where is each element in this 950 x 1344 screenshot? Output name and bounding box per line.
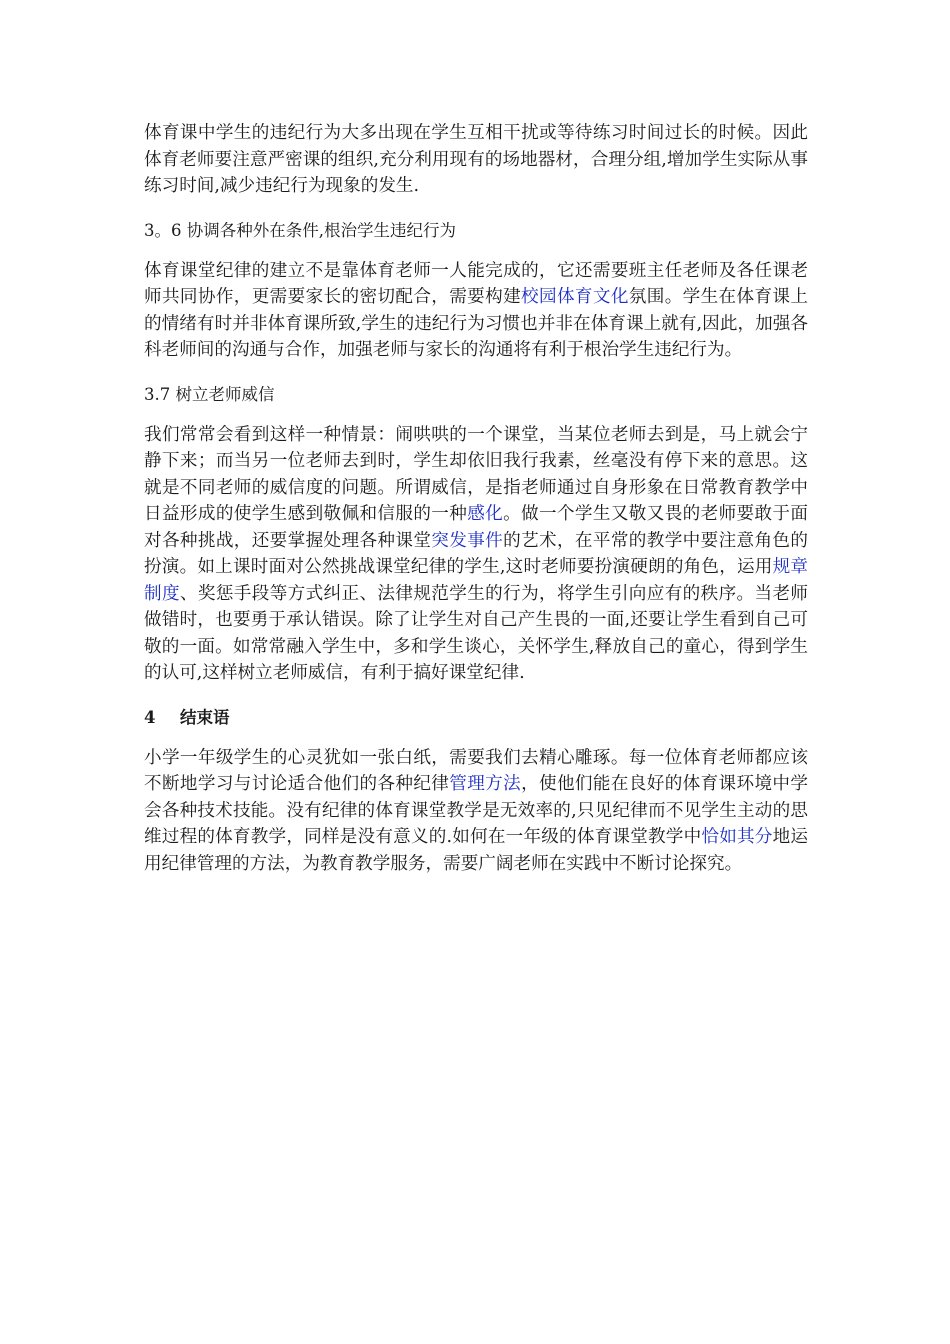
link-management-methods[interactable]: 管理方法	[449, 774, 522, 794]
text-run: 体育课堂纪律的建立不是靠体育老师一人能完成的，它还需要班主任老师及各任课老师共同协作，更需要家长的密切配合，需要构建	[144, 260, 808, 307]
paragraph-coordination	[144, 258, 808, 364]
text-run: 小学一年级学生的心灵犹如一张白纸，需要我们去精心雕琢。每一位体育老师都应该不断地学习与讨论适合他们的各种纪律	[144, 747, 808, 794]
link-influence[interactable]: 感化	[467, 504, 504, 524]
section-number: 4	[144, 707, 156, 727]
link-rules-regulations[interactable]: 规章制度	[144, 557, 808, 604]
heading-3-7: 3.7 树立老师威信	[144, 384, 275, 404]
heading-3-6: 3。6 协调各种外在条件,根治学生违纪行为	[144, 220, 456, 240]
text-run: 地运用纪律管理的方法，为教育教学服务，需要广阔老师在实践中不断讨论探究。	[144, 827, 808, 874]
link-emergency-events[interactable]: 突发事件	[431, 530, 504, 551]
heading-4-conclusion	[144, 705, 808, 731]
section-title: 结束语	[180, 707, 230, 727]
text-run: 、奖惩手段等方式纠正、法律规范学生的行为，将学生引向应有的秩序。当老师做错时，也要勇于承认错误。除了让学生对自己产生畏的一面,还要让学生看到自己可敬的一面。如常常融入学生中，多和学生谈心，关怀学生,释放自己的童心，得到学生的认可,这样树立老师威信，有利于搞好课堂纪律.	[144, 583, 808, 683]
paragraph-conclusion	[144, 745, 808, 878]
link-campus-sports-culture[interactable]: 校园体育文化	[521, 287, 629, 307]
text-run: ，使他们能在良好的体育课环境中学会各种技术技能。没有纪律的体育课堂教学是无效率的,只见纪律而不见学生主动的思维过程的体育教学，同样是没有意义的.如何在一年级的体育课堂教学中	[144, 774, 808, 847]
paragraph-teacher-prestige	[144, 422, 808, 687]
text-run: 我们常常会看到这样一种情景：闹哄哄的一个课堂，当某位老师去到是，马上就会宁静下来；而当另一位老师去到时，学生却依旧我行我素，丝毫没有停下来的意思。这就是不同老师的威信度的问题。所谓威信，是指老师通过自身形象在日常教育教学中日益形成的使学生感到敬佩和信服的一种	[144, 424, 808, 524]
link-just-right[interactable]: 恰如其分	[701, 827, 773, 847]
document-page	[144, 120, 808, 877]
text-run: 氛围。学生在体育课上的情绪有时并非体育课所致,学生的违纪行为习惯也并非在体育课上就有,因此，加强各科老师间的沟通与合作，加强老师与家长的沟通将有利于根治学生违纪行为。	[144, 287, 808, 360]
paragraph-organization: 体育课中学生的违纪行为大多出现在学生互相干扰或等待练习时间过长的时候。因此体育老师要注意严密课的组织,充分利用现有的场地器材，合理分组,增加学生实际从事练习时间,减少违纪行为现象的发生.	[144, 123, 808, 196]
text-run: 的艺术，在平常的教学中要注意角色的扮演。如上课时面对公然挑战课堂纪律的学生,这时老师要扮演硬朗的角色，运用	[144, 530, 808, 577]
text-run: 。做一个学生又敬又畏的老师要敢于面对各种挑战，还要掌握处理各种课堂	[144, 504, 808, 551]
